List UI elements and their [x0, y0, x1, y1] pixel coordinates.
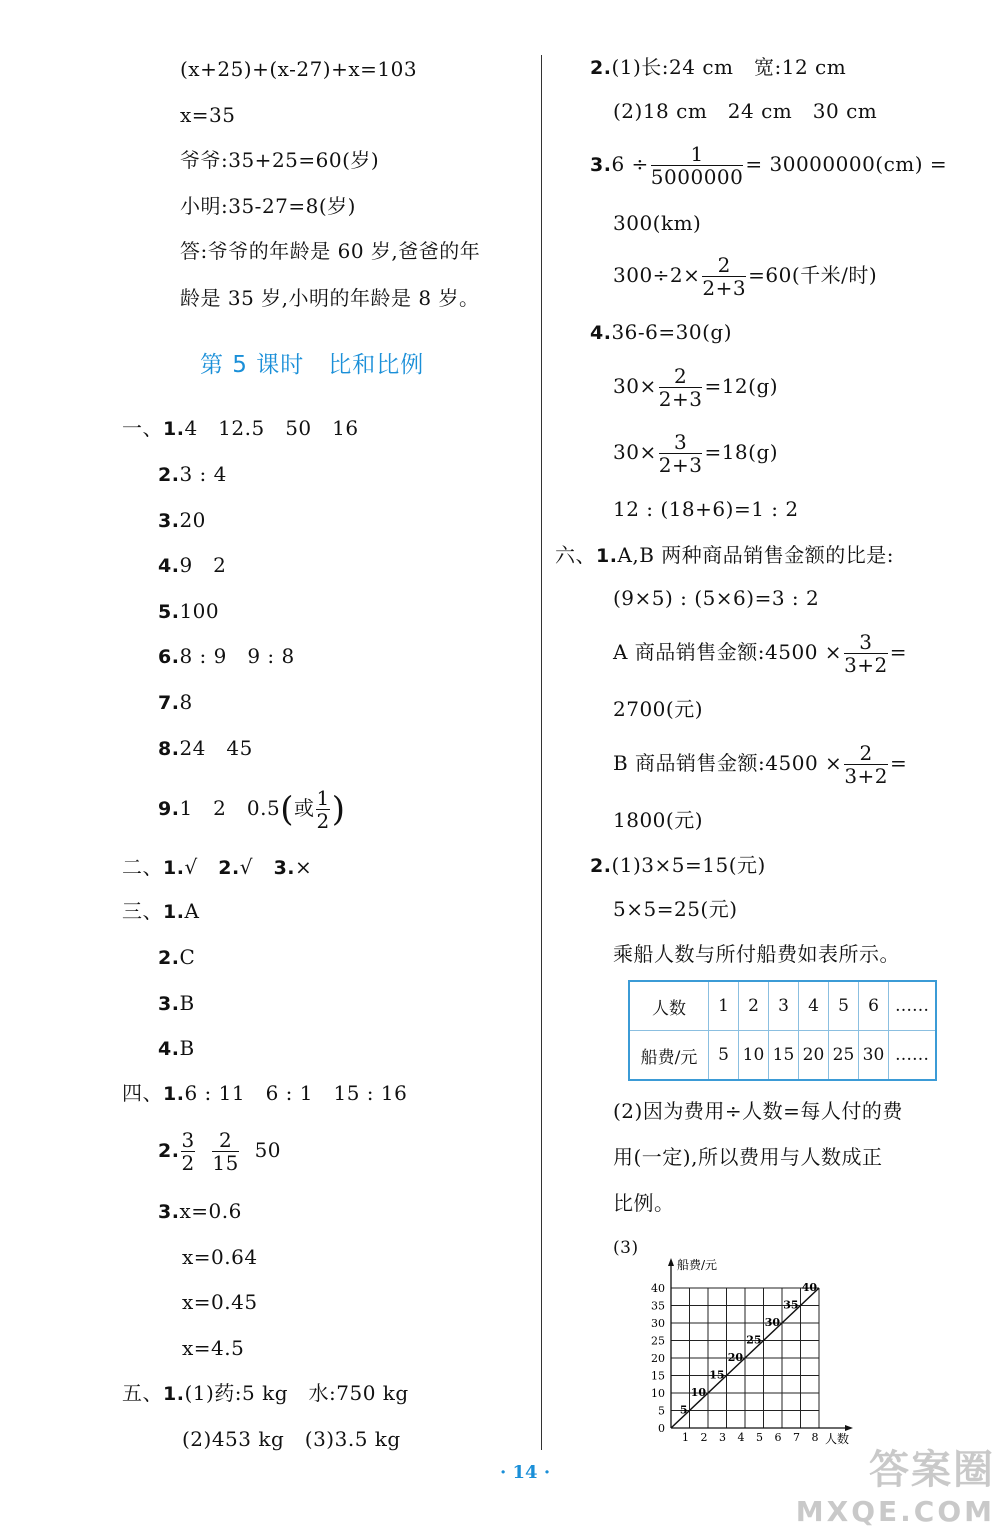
question-number: 8.: [158, 738, 180, 760]
column-divider: [541, 55, 542, 1450]
question-number: 9.: [158, 798, 180, 820]
answer-text: (1)药:5 kg 水:750 kg: [184, 1381, 409, 1405]
question-number: 2.: [590, 855, 612, 877]
watermark: [796, 1438, 995, 1528]
r-question-4: [590, 318, 732, 347]
part-three: [122, 897, 199, 926]
answer-text: 6 : 11 6 : 1 15 : 16: [184, 1081, 408, 1105]
page-number: · 14 ·: [500, 1462, 551, 1483]
question-5: [158, 597, 219, 626]
expression-text: 30×: [613, 440, 657, 464]
numerator: 2: [859, 741, 873, 765]
fraction: [844, 742, 888, 787]
r-question-3: [590, 142, 947, 188]
table-cell: 船费/元: [629, 1031, 709, 1081]
question-number: 1.: [163, 418, 185, 440]
expression-text: = 30000000(cm) =: [745, 152, 948, 176]
part-label: 六、: [555, 543, 596, 567]
answer-text: 8 : 9 9 : 8: [179, 644, 295, 668]
part-two: [122, 853, 312, 882]
question-3: [158, 506, 206, 535]
answer-text: (1)3×5=15(元): [611, 853, 766, 877]
question-number: 6.: [158, 646, 180, 668]
r6-question-2e: 用(一定),所以费用与人数成正: [613, 1145, 883, 1169]
expression-text: A 商品销售金额:4500 ×: [613, 640, 843, 664]
expression-text: =18(g): [704, 440, 779, 464]
table-cell: 1: [709, 981, 739, 1031]
question-number: 3.: [273, 857, 296, 879]
data-label: 35: [783, 1298, 799, 1312]
grandpa-age: 爷爷:35+25=60(岁): [180, 148, 380, 172]
a-sales-line: [613, 630, 907, 676]
numerator: 2: [219, 1128, 233, 1152]
table-cell: 5: [829, 981, 859, 1031]
denominator: 2+3: [658, 387, 703, 411]
answer-text: 4 12.5 50 16: [184, 416, 359, 440]
r-question-3b: 300(km): [613, 211, 702, 235]
answer-text: 9 2: [179, 553, 227, 577]
y-tick-label: 20: [651, 1352, 665, 1365]
answer-text: C: [179, 945, 196, 969]
check-mark: √: [184, 855, 198, 879]
xiaoming-age: 小明:35-27=8(岁): [180, 194, 356, 218]
fraction: [316, 787, 329, 832]
numerator: 2: [717, 253, 731, 277]
fee-chart: [640, 1228, 880, 1453]
y-tick-label: 5: [658, 1404, 665, 1418]
question-number: 1.: [163, 857, 185, 879]
answer-text: x=0.6: [179, 1199, 242, 1223]
data-label: 40: [801, 1281, 817, 1294]
y-tick-label: 25: [651, 1334, 665, 1348]
part-three-q4: [158, 1034, 195, 1063]
question-number: 5.: [158, 601, 180, 623]
expression-text: 300÷2×: [613, 263, 701, 287]
question-number: 3.: [158, 1201, 180, 1223]
denominator: 2+3: [658, 453, 703, 477]
answer-text: A: [184, 899, 200, 923]
r-question-4c: [613, 430, 778, 476]
y-tick-label: 15: [651, 1369, 665, 1383]
question-number: 3.: [158, 993, 180, 1015]
question-number: 2.: [158, 947, 180, 969]
question-number: 2.: [590, 57, 612, 79]
expression-text: 6 ÷: [611, 152, 649, 176]
r6-question-2g: (3): [613, 1238, 639, 1258]
part-one: [122, 414, 359, 443]
watermark-text: 答案圈: [869, 1447, 995, 1493]
check-mark: √: [239, 855, 253, 879]
table-row: [629, 1031, 936, 1081]
part-six: [555, 541, 894, 570]
denominator: 2+3: [702, 276, 747, 300]
denominator: 3+2: [844, 653, 888, 677]
table-cell: 5: [709, 1031, 739, 1081]
question-number: 3.: [590, 154, 612, 176]
x-tick-label: 3: [719, 1431, 726, 1444]
answer-text: (1)长:24 cm 宽:12 cm: [611, 55, 847, 79]
question-6: [158, 642, 295, 671]
data-label: 5: [679, 1403, 688, 1417]
expression-text: =60(千米/时): [748, 263, 878, 287]
numerator: 3: [181, 1128, 195, 1152]
question-number: 1.: [163, 901, 185, 923]
fraction: [181, 1129, 194, 1174]
table-cell: 20: [799, 1031, 829, 1081]
numerator: 1: [690, 142, 704, 166]
x-axis-label: 人数: [825, 1432, 850, 1446]
part-label: 三、: [122, 899, 163, 923]
answer-x-4: x=4.5: [182, 1336, 245, 1360]
table-cell: ……: [889, 981, 937, 1031]
table-cell: 3: [769, 981, 799, 1031]
answer-text: 50: [254, 1138, 282, 1162]
answer-line-1: 答:爷爷的年龄是 60 岁,爸爸的年: [180, 239, 481, 263]
denominator: 3+2: [844, 764, 889, 788]
fee-table: [628, 980, 937, 1081]
data-label: 20: [727, 1351, 743, 1364]
answer-text: B: [179, 1036, 195, 1060]
answer-text: 36-6=30(g): [611, 320, 732, 344]
part-five: [122, 1379, 409, 1408]
answer-text: B: [179, 991, 195, 1015]
y-tick-label: 40: [651, 1282, 665, 1295]
y-tick-label: 0: [658, 1422, 665, 1435]
expression-text: =: [889, 640, 908, 664]
denominator: 2: [316, 809, 330, 833]
part-label: 一、: [122, 416, 163, 440]
answer-x-2: x=0.64: [182, 1245, 258, 1269]
y-tick-label: 35: [651, 1299, 665, 1313]
question-number: 4.: [158, 1038, 180, 1060]
part-label: 五、: [122, 1381, 163, 1405]
table-cell: 2: [739, 981, 769, 1031]
expression-text: =: [890, 751, 908, 775]
question-number: 7.: [158, 692, 180, 714]
question-2: [158, 460, 227, 489]
question-number: 2.: [218, 857, 240, 879]
answer-text: 3 : 4: [179, 462, 227, 486]
solution-x: x=35: [180, 103, 236, 127]
answer-x-3: x=0.45: [182, 1290, 258, 1314]
table-cell: 30: [859, 1031, 889, 1081]
part-label: 二、: [122, 855, 163, 879]
x-tick-label: 5: [756, 1431, 763, 1444]
r-question-4b: [613, 364, 778, 410]
question-number: 2.: [158, 464, 180, 486]
fraction: [651, 143, 744, 188]
question-number: 3.: [158, 510, 180, 532]
numerator: 3: [673, 430, 688, 454]
question-number: 1.: [596, 545, 618, 567]
numerator: 1: [316, 786, 330, 810]
part-three-q2: [158, 943, 195, 972]
fraction: [659, 431, 703, 476]
part-four: [122, 1079, 407, 1108]
table-cell: 10: [739, 1031, 769, 1081]
answer-text: 20: [179, 508, 206, 532]
question-number: 4.: [590, 322, 612, 344]
r6-question-2d: (2)因为费用÷人数=每人付的费: [613, 1099, 903, 1123]
x-tick-label: 1: [682, 1431, 689, 1444]
y-tick-label: 30: [651, 1317, 665, 1330]
r6-question-2b: 5×5=25(元): [613, 897, 738, 921]
numerator: 2: [673, 364, 688, 388]
expression-text: =12(g): [704, 374, 779, 398]
fraction: [659, 365, 703, 410]
question-9: 9.1 2 0.5(或 $\frac{1}{2}$ ): [158, 786, 346, 833]
answer-text: 1 2 0.5: [179, 796, 281, 820]
b-sales-result: 1800(元): [613, 808, 704, 832]
table-row: [629, 981, 936, 1031]
x-tick-label: 2: [700, 1431, 708, 1444]
r6-question-2: [590, 851, 766, 880]
question-number: 4.: [158, 555, 180, 577]
x-tick-label: 6: [774, 1431, 782, 1444]
expression-text: 30×: [613, 374, 657, 398]
table-cell: 15: [769, 1031, 799, 1081]
question-number: 1.: [163, 1383, 185, 1405]
part-five-q1b: (2)453 kg (3)3.5 kg: [182, 1427, 401, 1451]
x-tick-label: 4: [737, 1431, 745, 1444]
r-question-4d: 12 : (18+6)=1 : 2: [613, 497, 799, 521]
r-question-2: [590, 53, 846, 82]
a-sales-result: 2700(元): [613, 697, 704, 721]
denominator: 2: [181, 1151, 195, 1175]
cross-mark: ×: [295, 855, 313, 879]
r6-question-2c: 乘船人数与所付船费如表所示。: [613, 942, 900, 966]
data-label: 25: [746, 1333, 762, 1347]
part-label: 四、: [122, 1081, 163, 1105]
ratio-line: (9×5) : (5×6)=3 : 2: [613, 586, 820, 610]
r-question-2b: (2)18 cm 24 cm 30 cm: [613, 99, 878, 123]
or-text: 或: [293, 796, 315, 820]
fraction: [702, 254, 746, 299]
r-question-3c: [613, 253, 877, 299]
section-title: 第 5 课时 比和比例: [200, 352, 425, 378]
answer-line-2: 龄是 35 岁,小明的年龄是 8 岁。: [180, 286, 480, 310]
question-4: [158, 551, 226, 580]
question-number: 2.: [158, 1140, 180, 1162]
part-four-q2: [158, 1128, 281, 1174]
part-three-q3: [158, 989, 195, 1018]
equation-line: (x+25)+(x-27)+x=103: [180, 57, 418, 81]
y-axis-label: 船费/元: [677, 1258, 718, 1272]
fraction: [844, 631, 888, 676]
part-four-q3: [158, 1197, 242, 1226]
answer-text: 8: [179, 690, 193, 714]
denominator: 5000000: [650, 165, 744, 189]
data-label: 15: [709, 1368, 725, 1382]
table-cell: 人数: [629, 981, 709, 1031]
expression-text: B 商品销售金额:4500 ×: [613, 751, 843, 775]
b-sales-line: [613, 741, 907, 787]
x-tick-label: 7: [793, 1431, 800, 1444]
fraction: [212, 1129, 238, 1174]
watermark-url: MXQE.COM: [795, 1495, 995, 1528]
question-8: [158, 734, 253, 763]
numerator: 3: [859, 630, 873, 654]
table-cell: ……: [889, 1031, 937, 1081]
y-tick-label: 10: [651, 1387, 665, 1400]
table-cell: 25: [829, 1031, 859, 1081]
r6-question-2f: 比例。: [613, 1191, 675, 1215]
answer-text: 24 45: [179, 736, 253, 760]
x-tick-label: 8: [811, 1431, 819, 1444]
data-label: 10: [690, 1386, 706, 1399]
x-axis-arrow: [845, 1425, 853, 1431]
data-label: 30: [764, 1316, 780, 1329]
table-cell: 4: [799, 981, 829, 1031]
denominator: 15: [212, 1151, 239, 1175]
y-axis-arrow: [668, 1258, 674, 1266]
question-number: 1.: [163, 1083, 185, 1105]
answer-text: 100: [179, 599, 220, 623]
answer-text: A,B 两种商品销售金额的比是:: [617, 543, 895, 567]
question-7: [158, 688, 193, 717]
table-cell: 6: [859, 981, 889, 1031]
